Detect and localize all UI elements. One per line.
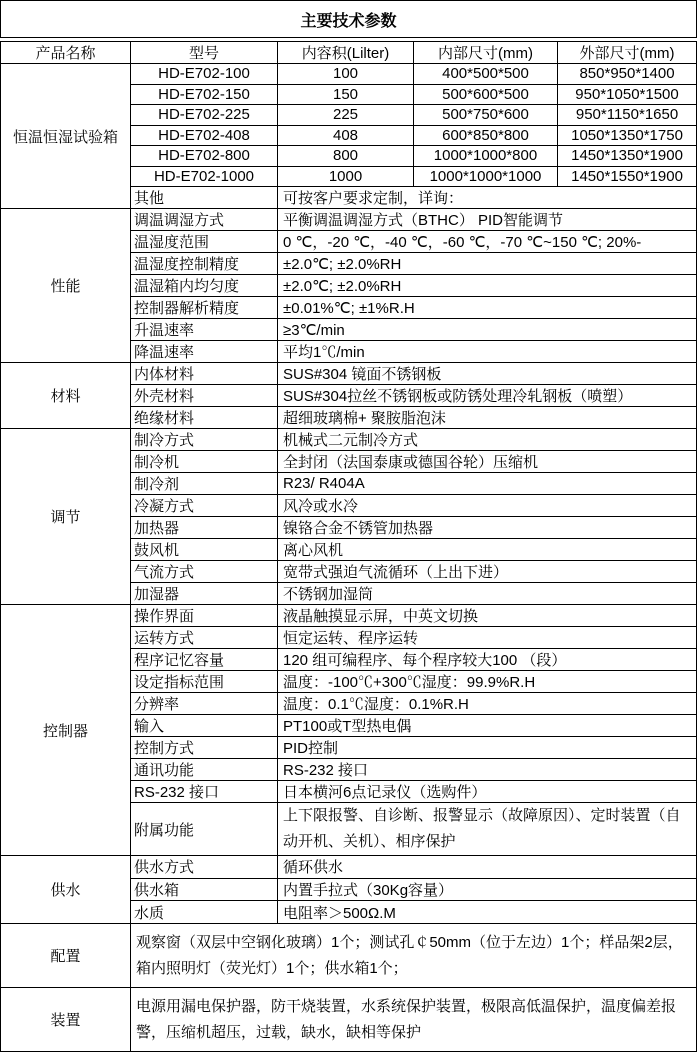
spec-value: 全封闭（法国泰康或德国谷轮）压缩机 <box>278 451 697 473</box>
spec-label: 水质 <box>131 901 278 924</box>
section-name: 装置 <box>1 988 131 1052</box>
spec-label: 附属功能 <box>131 803 278 856</box>
column-header-2: 内容积(Lilter) <box>278 42 414 64</box>
spec-value: ±2.0℃; ±2.0%RH <box>278 253 697 275</box>
column-header-3: 内部尺寸(mm) <box>414 42 558 64</box>
spec-label: 降温速率 <box>131 341 278 363</box>
spec-label: RS-232 接口 <box>131 781 278 803</box>
spec-value: 超细玻璃棉+ 聚胺脂泡沫 <box>278 407 697 429</box>
table-row <box>1 209 697 231</box>
spec-label: 温湿度控制精度 <box>131 253 278 275</box>
section-text: 观察窗（双层中空钢化玻璃）1个；测试孔￠50mm（位于左边）1个；样品架2层，箱内照明灯（荧光灯）1个；供水箱1个； <box>131 924 697 988</box>
table-row <box>1 924 697 988</box>
model-cell: HD-E702-100 <box>131 64 278 85</box>
spec-label: 输入 <box>131 715 278 737</box>
spec-label: 制冷剂 <box>131 473 278 495</box>
spec-value: 风冷或水冷 <box>278 495 697 517</box>
outer-size-cell: 1050*1350*1750 <box>558 125 697 146</box>
table-row <box>1 605 697 627</box>
table-row <box>1 1 697 38</box>
model-cell: HD-E702-800 <box>131 146 278 167</box>
volume-cell: 408 <box>278 125 414 146</box>
spec-label: 升温速率 <box>131 319 278 341</box>
model-cell: HD-E702-408 <box>131 125 278 146</box>
spec-value: 电阻率＞500Ω.M <box>278 901 697 924</box>
spec-value: 恒定运转、程序运转 <box>278 627 697 649</box>
spec-label: 绝缘材料 <box>131 407 278 429</box>
spec-value: R23/ R404A <box>278 473 697 495</box>
other-value: 可按客户要求定制，详询： <box>278 187 697 209</box>
spec-label: 运转方式 <box>131 627 278 649</box>
spec-value: 平衡调温调湿方式（BTHC） PID智能调节 <box>278 209 697 231</box>
spec-label: 冷凝方式 <box>131 495 278 517</box>
spec-value: 上下限报警、自诊断、报警显示（故障原因）、定时装置（自动开机、关机）、相序保护 <box>278 803 697 856</box>
outer-size-cell: 950*1150*1650 <box>558 105 697 126</box>
spec-label: 鼓风机 <box>131 539 278 561</box>
spec-value: 不锈钢加湿筒 <box>278 583 697 605</box>
spec-value: 宽带式强迫气流循环（上出下进） <box>278 561 697 583</box>
section-name: 配置 <box>1 924 131 988</box>
spec-value: PT100或T型热电偶 <box>278 715 697 737</box>
column-header-1: 型号 <box>131 42 278 64</box>
spec-label: 加热器 <box>131 517 278 539</box>
section-name: 材料 <box>1 363 131 429</box>
spec-label: 温湿箱内均匀度 <box>131 275 278 297</box>
spec-value: RS-232 接口 <box>278 759 697 781</box>
spec-value: 镍铬合金不锈管加热器 <box>278 517 697 539</box>
inner-size-cell: 500*600*500 <box>414 84 558 105</box>
outer-size-cell: 850*950*1400 <box>558 64 697 85</box>
inner-size-cell: 600*850*800 <box>414 125 558 146</box>
spec-label: 内体材料 <box>131 363 278 385</box>
spec-label: 气流方式 <box>131 561 278 583</box>
spec-label: 供水方式 <box>131 856 278 879</box>
spec-label: 外壳材料 <box>131 385 278 407</box>
spec-label: 程序记忆容量 <box>131 649 278 671</box>
inner-size-cell: 500*750*600 <box>414 105 558 126</box>
spec-label: 控制器解析精度 <box>131 297 278 319</box>
volume-cell: 100 <box>278 64 414 85</box>
section-name: 性能 <box>1 209 131 363</box>
outer-size-cell: 1450*1350*1900 <box>558 146 697 167</box>
inner-size-cell: 400*500*500 <box>414 64 558 85</box>
inner-size-cell: 1000*1000*1000 <box>414 166 558 187</box>
outer-size-cell: 950*1050*1500 <box>558 84 697 105</box>
spec-value: ±2.0℃; ±2.0%RH <box>278 275 697 297</box>
section-name: 控制器 <box>1 605 131 856</box>
section-name: 供水 <box>1 856 131 924</box>
model-cell: HD-E702-1000 <box>131 166 278 187</box>
inner-size-cell: 1000*1000*800 <box>414 146 558 167</box>
spec-value: 温度：-100℃+300℃湿度：99.9%R.H <box>278 671 697 693</box>
spec-label: 分辨率 <box>131 693 278 715</box>
volume-cell: 150 <box>278 84 414 105</box>
table-row <box>1 988 697 1052</box>
spec-label: 供水箱 <box>131 878 278 901</box>
volume-cell: 1000 <box>278 166 414 187</box>
table-title: 主要技术参数 <box>1 1 697 38</box>
volume-cell: 225 <box>278 105 414 126</box>
table-row <box>1 429 697 451</box>
spec-label: 制冷机 <box>131 451 278 473</box>
column-header-4: 外部尺寸(mm) <box>558 42 697 64</box>
column-header-0: 产品名称 <box>1 42 131 64</box>
spec-label: 调温调湿方式 <box>131 209 278 231</box>
product-name: 恒温恒湿试验箱 <box>1 64 131 209</box>
spec-value: 内置手拉式（30Kg容量） <box>278 878 697 901</box>
outer-size-cell: 1450*1550*1900 <box>558 166 697 187</box>
spec-label: 设定指标范围 <box>131 671 278 693</box>
spec-value: 日本横河6点记录仪（选购件） <box>278 781 697 803</box>
spec-label: 通讯功能 <box>131 759 278 781</box>
table-row <box>1 42 697 64</box>
volume-cell: 800 <box>278 146 414 167</box>
section-text: 电源用漏电保护器，防干烧装置，水系统保护装置，极限高低温保护，温度偏差报警，压缩机超压，过载，缺水，缺相等保护 <box>131 988 697 1052</box>
spec-value: 循环供水 <box>278 856 697 879</box>
spec-value: ≥3℃/min <box>278 319 697 341</box>
spec-value: SUS#304 镜面不锈钢板 <box>278 363 697 385</box>
spec-value: SUS#304拉丝不锈钢板或防锈处理冷轧钢板（喷塑） <box>278 385 697 407</box>
other-label: 其他 <box>131 187 278 209</box>
spec-value: 平均1℃/min <box>278 341 697 363</box>
model-cell: HD-E702-150 <box>131 84 278 105</box>
spec-value: ±0.01%℃; ±1%R.H <box>278 297 697 319</box>
spec-value: 温度：0.1℃湿度：0.1%R.H <box>278 693 697 715</box>
spec-value: 0 ℃，-20 ℃，-40 ℃，-60 ℃，-70 ℃~150 ℃; 20%- <box>278 231 697 253</box>
spec-value: 120 组可编程序、每个程序较大100 （段） <box>278 649 697 671</box>
spec-value: 机械式二元制冷方式 <box>278 429 697 451</box>
spec-value: PID控制 <box>278 737 697 759</box>
table-row <box>1 856 697 879</box>
section-name: 调节 <box>1 429 131 605</box>
spec-label: 制冷方式 <box>131 429 278 451</box>
model-cell: HD-E702-225 <box>131 105 278 126</box>
spec-value: 液晶触摸显示屏，中英文切换 <box>278 605 697 627</box>
spec-label: 操作界面 <box>131 605 278 627</box>
spec-value: 离心风机 <box>278 539 697 561</box>
table-row <box>1 64 697 85</box>
spec-label: 加湿器 <box>131 583 278 605</box>
spec-label: 温湿度范围 <box>131 231 278 253</box>
spec-label: 控制方式 <box>131 737 278 759</box>
table-row <box>1 363 697 385</box>
